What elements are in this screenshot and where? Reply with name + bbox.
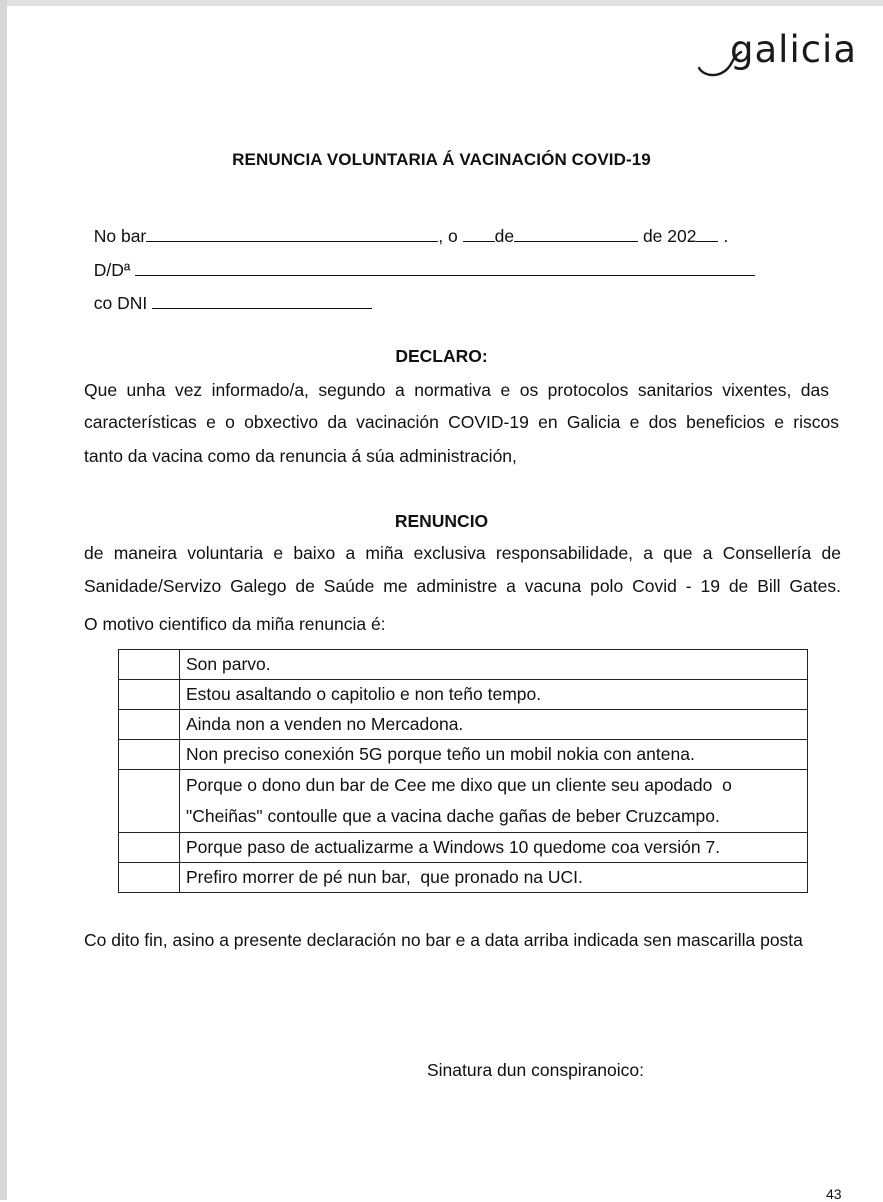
page-left-edge [0,0,7,1200]
table-row [119,650,808,680]
reason-text: Porque paso de actualizarme a Windows 10 quedome coa versión 7. [180,833,808,863]
renuncio-heading: RENUNCIO [394,511,489,531]
reason-checkbox-3[interactable] [119,710,180,740]
reason-text-line-1: Porque o dono dun bar de Cee me dixo que un cliente seu apodado o [186,775,732,795]
renuncio-line-1: de maneira voluntaria e baixo a miña exclusiva responsabilidade, a que a Consellería de [84,543,841,563]
de-label: de [494,226,515,246]
name-label: D/Dª [93,260,131,280]
reason-text: Ainda non a venden no Mercadona. [180,710,808,740]
table-row [119,740,808,770]
page-top-edge [0,0,883,6]
table-row [119,680,808,710]
reason-checkbox-6[interactable] [119,833,180,863]
reason-text-line-2: "Cheiñas" contoulle que a vacina dache gañas de beber Cruzcampo. [186,806,720,826]
dni-label: co DNI [93,293,148,313]
reason-checkbox-1[interactable] [119,650,180,680]
page-number: 43 [826,1186,842,1202]
reason-text: Son parvo. [180,650,808,680]
year-label: de 202 [642,226,697,246]
declaro-line-1: Que unha vez informado/a, segundo a normativa e os protocolos sanitarios vixentes, das [84,380,829,400]
reason-checkbox-2[interactable] [119,680,180,710]
signature-label: Sinatura dun conspiranoico: [427,1060,644,1080]
place-label: No bar [93,226,147,246]
dni-line [84,271,372,314]
declaro-heading: DECLARO: [395,346,488,366]
declaro-line-3: tanto da vacina como da renuncia á súa administración, [84,446,517,466]
reason-checkbox-7[interactable] [119,863,180,893]
renuncio-line-2: Sanidade/Servizo Galego de Saúde me administre a vacuna polo Covid - 19 de Bill Gates. [84,576,841,596]
motivo-label: O motivo cientifico da miña renuncia é: [84,614,386,634]
reason-text: Prefiro morrer de pé nun bar, que pronado na UCI. [180,863,808,893]
reason-checkbox-5[interactable] [119,770,180,833]
table-row [119,863,808,893]
table-row [119,833,808,863]
galicia-logo: galicia [730,28,858,71]
table-row [119,770,808,833]
reason-text [180,770,808,833]
dni-field[interactable] [152,292,372,309]
document-title: RENUNCIA VOLUNTARIA Á VACINACIÓN COVID-19 [232,150,651,169]
reasons-table [118,649,808,893]
reason-text: Estou asaltando o capitolio e non teño tempo. [180,680,808,710]
declaro-line-2: características e o obxectivo da vacinación COVID-19 en Galicia e dos beneficios e riscos [84,412,839,432]
closing-statement: Co dito fin, asino a presente declaración no bar e a data arriba indicada sen mascarilla posta [84,930,803,950]
period: . [723,226,729,246]
reason-checkbox-4[interactable] [119,740,180,770]
reason-text: Non preciso conexión 5G porque teño un mobil nokia con antena. [180,740,808,770]
table-row [119,710,808,740]
comma-o: , o [438,226,458,246]
